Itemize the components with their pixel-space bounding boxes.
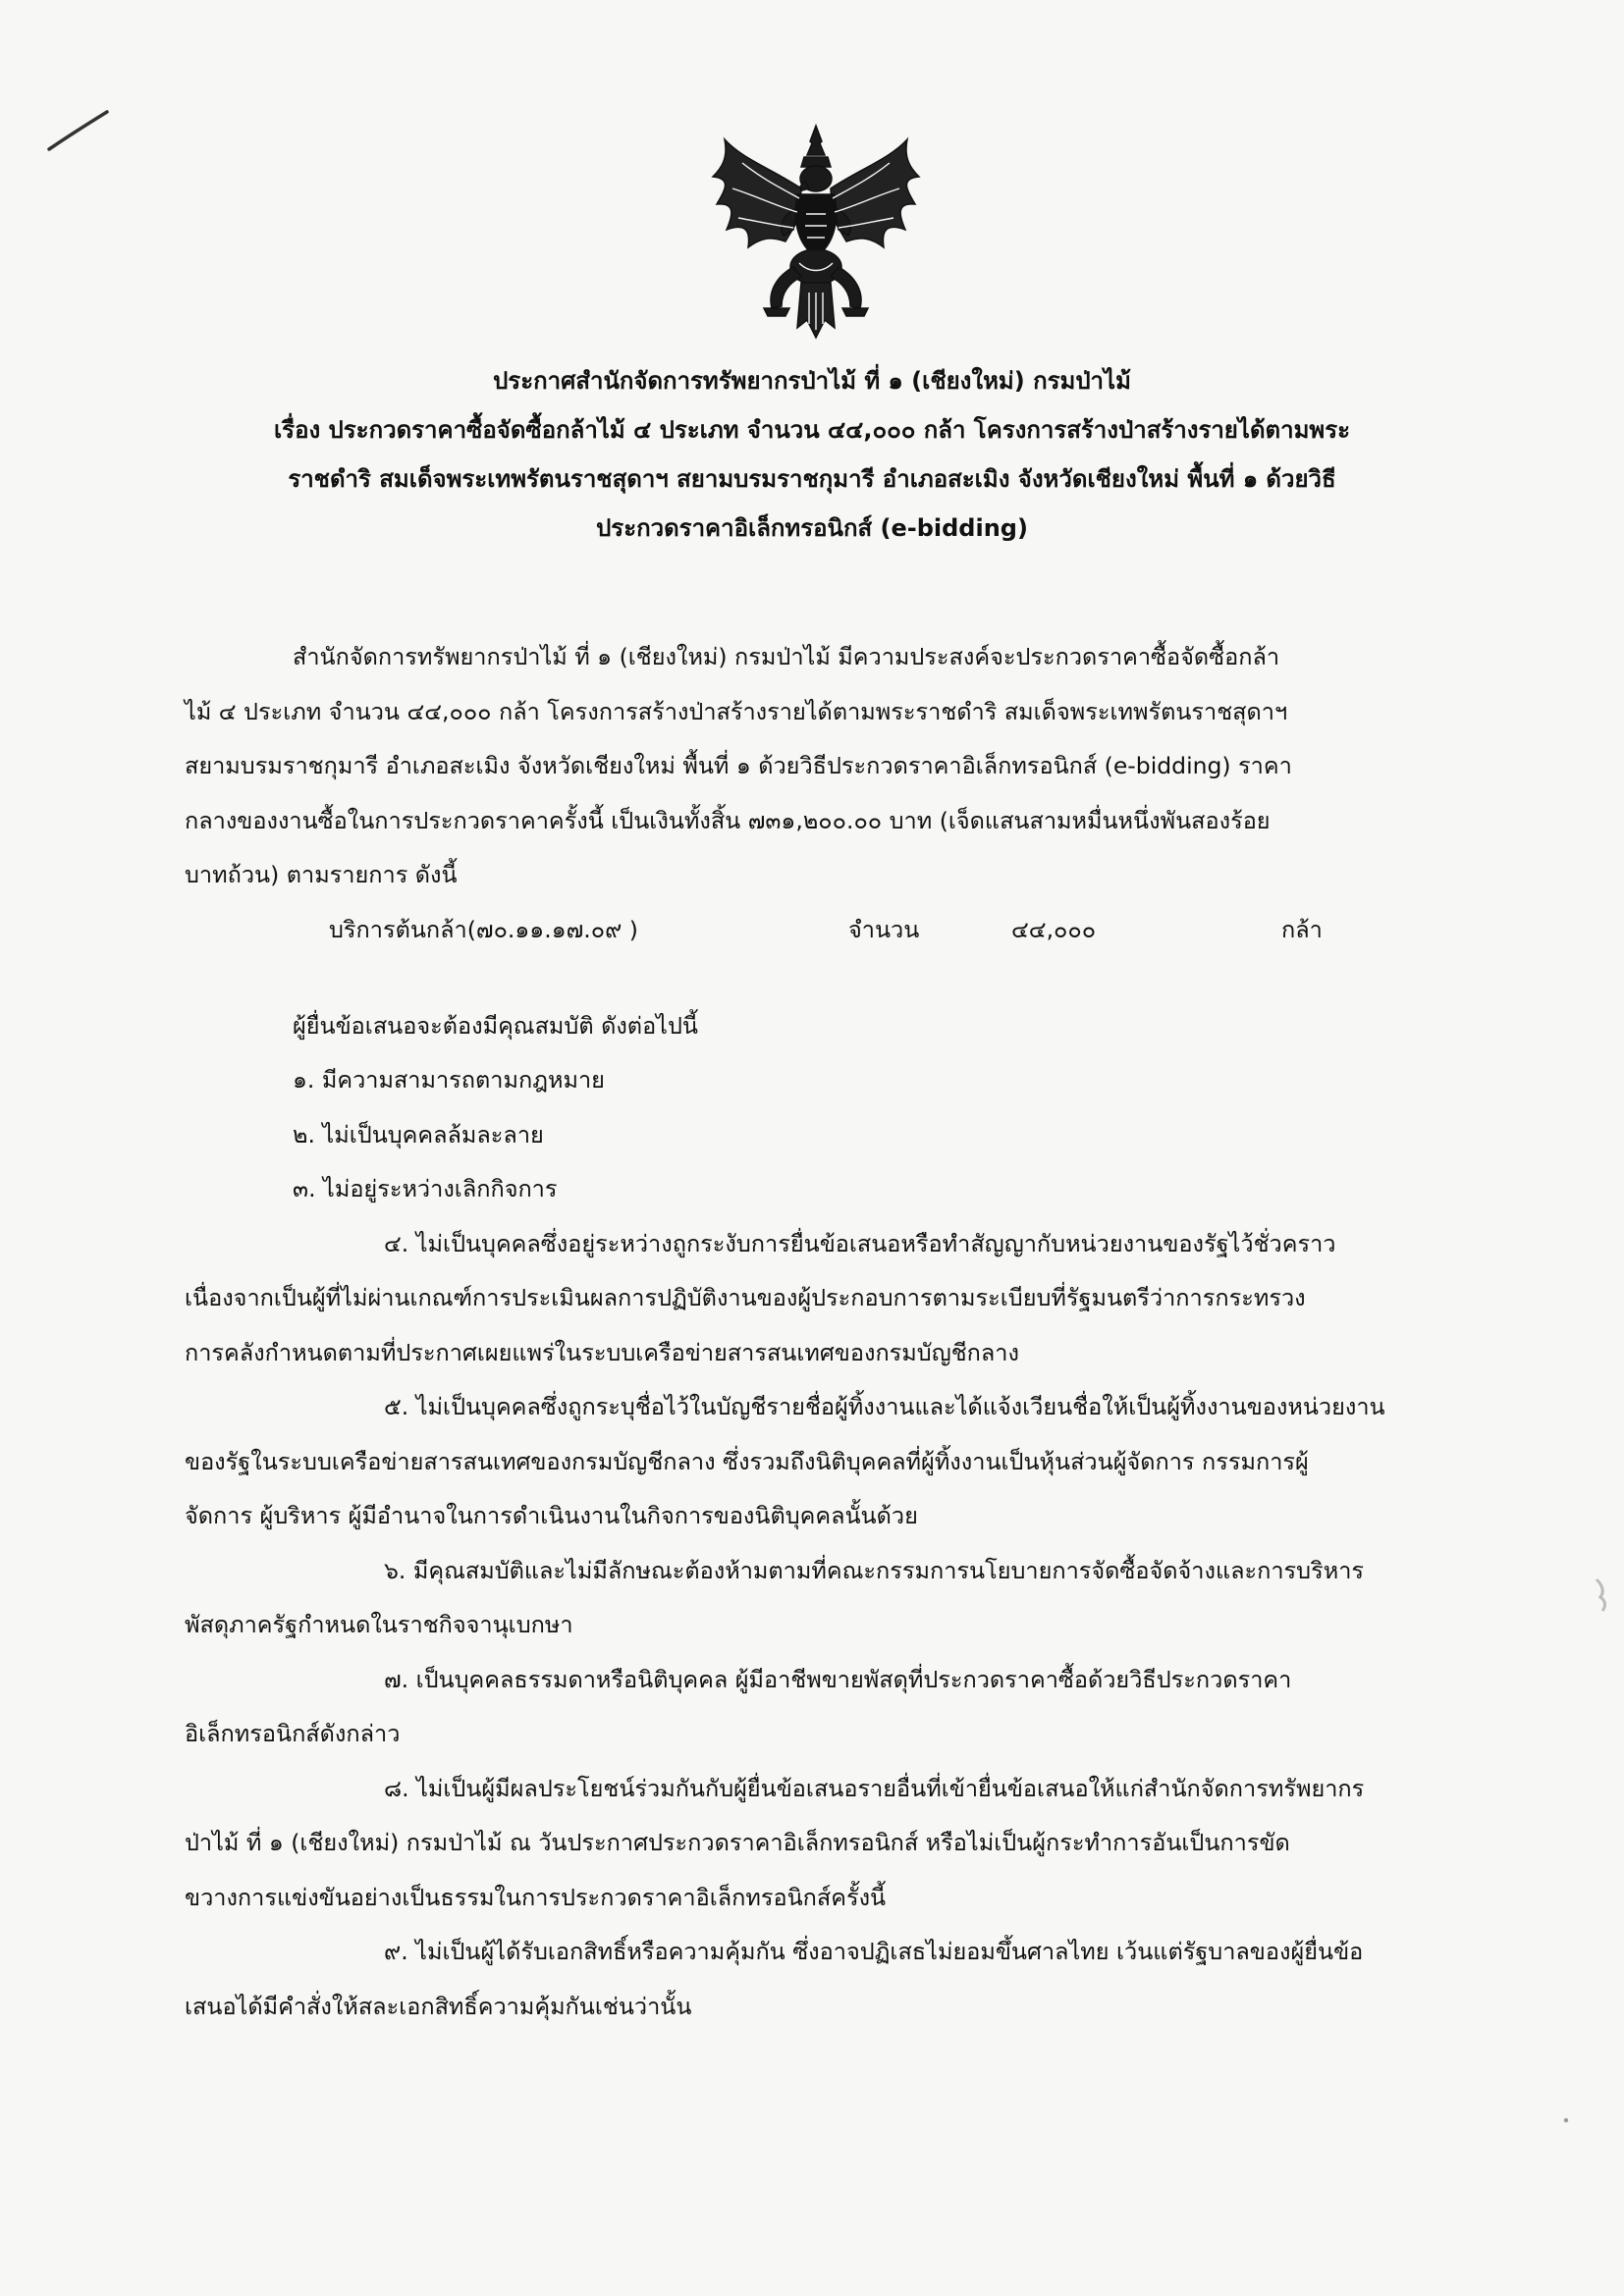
item-line: ๙. ไม่เป็นผู้ได้รับเอกสิทธิ์หรือความคุ้มกัน ซึ่งอาจปฏิเสธไม่ยอมขึ้นศาลไทย เว้นแต่รัฐบาลของผู้ยื่นข้อ bbox=[384, 1938, 1364, 1965]
qualification-item-3: ๓. ไม่อยู่ระหว่างเลิกกิจการ bbox=[293, 1175, 558, 1202]
item-line: การคลังกำหนดตามที่ประกาศเผยแพร่ในระบบเครือข่ายสารสนเทศของกรมบัญชีกลาง bbox=[185, 1338, 1019, 1366]
intro-line: บาทถ้วน) ตามรายการ ดังนี้ bbox=[185, 861, 458, 888]
item-line: ของรัฐในระบบเครือข่ายสารสนเทศของกรมบัญชีกลาง ซึ่งรวมถึงนิติบุคคลที่ผู้ทิ้งงานเป็นหุ้นส่วนผู้จัดการ กรรมการผู้ bbox=[185, 1447, 1309, 1475]
item-line: ๖. มีคุณสมบัติและไม่มีลักษณะต้องห้ามตามที่คณะกรรมการนโยบายการจัดซื้อจัดจ้างและการบริหาร bbox=[384, 1556, 1365, 1584]
title-line: เรื่อง ประกวดราคาซื้อจัดซื้อกล้าไม้ ๔ ประเภท จำนวน ๔๔,๐๐๐ กล้า โครงการสร้างป่าสร้างรายได้ตามพระ bbox=[273, 416, 1351, 444]
qualification-item-4 bbox=[185, 1217, 1471, 1381]
scan-speck bbox=[1593, 1575, 1616, 1615]
intro-paragraph bbox=[185, 630, 1471, 903]
service-qty: ๔๔,๐๐๐ bbox=[1011, 915, 1097, 943]
qualification-item-7 bbox=[185, 1653, 1471, 1762]
item-line: เสนอได้มีคำสั่งให้สละเอกสิทธิ์ความคุ้มกันเช่นว่านั้น bbox=[185, 1992, 692, 2020]
item-line: จัดการ ผู้บริหาร ผู้มีอำนาจในการดำเนินงานในกิจการของนิติบุคคลนั้นด้วย bbox=[185, 1502, 918, 1529]
item-line: ป่าไม้ ที่ ๑ (เชียงใหม่) กรมป่าไม้ ณ วันประกาศประกวดราคาอิเล็กทรอนิกส์ หรือไม่เป็นผู้กระทำการอันเป็นการขัด bbox=[185, 1829, 1290, 1856]
qualification-item-5 bbox=[185, 1380, 1471, 1544]
qualification-item-1: ๑. มีความสามารถตามกฎหมาย bbox=[293, 1066, 605, 1094]
item-line: ๘. ไม่เป็นผู้มีผลประโยชน์ร่วมกันกับผู้ยื่นข้อเสนอรายอื่นที่เข้ายื่นข้อเสนอให้แก่สำนักจัดการทรัพยากร bbox=[384, 1774, 1365, 1802]
intro-line: ไม้ ๔ ประเภท จำนวน ๔๔,๐๐๐ กล้า โครงการสร้างป่าสร้างรายได้ตามพระราชดำริ สมเด็จพระเทพรัตนราชสุดาฯ bbox=[185, 697, 1288, 725]
item-line: พัสดุภาครัฐกำหนดในราชกิจจานุเบกษา bbox=[185, 1611, 573, 1638]
service-qty-label: จำนวน bbox=[848, 915, 920, 943]
scan-dot bbox=[1561, 2115, 1571, 2125]
item-line: ขวางการแข่งขันอย่างเป็นธรรมในการประกวดราคาอิเล็กทรอนิกส์ครั้งนี้ bbox=[185, 1883, 887, 1911]
announcement-body bbox=[185, 630, 1471, 2034]
title-line: ประกาศสำนักจัดการทรัพยากรป่าไม้ ที่ ๑ (เชียงใหม่) กรมป่าไม้ bbox=[493, 367, 1131, 395]
qualification-heading: ผู้ยื่นข้อเสนอจะต้องมีคุณสมบัติ ดังต่อไปนี้ bbox=[293, 1011, 698, 1040]
qualification-item-9 bbox=[185, 1925, 1471, 2034]
qualification-item-6 bbox=[185, 1544, 1471, 1653]
announcement-title bbox=[147, 356, 1477, 553]
qualification-item-2: ๒. ไม่เป็นบุคคลล้มละลาย bbox=[293, 1120, 544, 1148]
service-item-name: บริการต้นกล้า(๗๐.๑๑.๑๗.๐๙ ) bbox=[329, 915, 638, 943]
item-line: ๗. เป็นบุคคลธรรมดาหรือนิติบุคคล ผู้มีอาชีพขายพัสดุที่ประกวดราคาซื้อด้วยวิธีประกวดราคา bbox=[384, 1665, 1292, 1693]
item-line: อิเล็กทรอนิกส์ดังกล่าว bbox=[185, 1720, 401, 1747]
intro-line: กลางของงานซื้อในการประกวดราคาครั้งนี้ เป็นเงินทั้งสิ้น ๗๓๑,๒๐๐.๐๐ บาท (เจ็ดแสนสามหมื่นหนึ่งพันสองร้อย bbox=[185, 806, 1271, 834]
title-line: ประกวดราคาอิเล็กทรอนิกส์ (e-bidding) bbox=[596, 514, 1028, 542]
service-unit: กล้า bbox=[1281, 915, 1323, 943]
intro-line: สำนักจัดการทรัพยากรป่าไม้ ที่ ๑ (เชียงใหม่) กรมป่าไม้ มีความประสงค์จะประกวดราคาซื้อจัดซื้อกล้า bbox=[293, 643, 1280, 670]
garuda-emblem-icon bbox=[703, 120, 929, 341]
intro-line: สยามบรมราชกุมารี อำเภอสะเมิง จังหวัดเชียงใหม่ พื้นที่ ๑ ด้วยวิธีประกวดราคาอิเล็กทรอนิกส์ (e-bidding) ราคา bbox=[185, 752, 1292, 779]
service-item-row bbox=[185, 903, 1471, 960]
item-line: ๔. ไม่เป็นบุคคลซึ่งอยู่ระหว่างถูกระงับการยื่นข้อเสนอหรือทำสัญญากับหน่วยงานของรัฐไว้ชั่วคราว bbox=[384, 1229, 1336, 1257]
item-line: เนื่องจากเป็นผู้ที่ไม่ผ่านเกณฑ์การประเมินผลการปฏิบัติงานของผู้ประกอบการตามระเบียบที่รัฐมนตรีว่าการกระทรวง bbox=[185, 1284, 1306, 1311]
item-line: ๕. ไม่เป็นบุคคลซึ่งถูกระบุชื่อไว้ในบัญชีรายชื่อผู้ทิ้งงานและได้แจ้งเวียนชื่อให้เป็นผู้ทิ้งงานของหน่วยงาน bbox=[384, 1393, 1385, 1420]
qualification-item-8 bbox=[185, 1762, 1471, 1926]
title-line: ราชดำริ สมเด็จพระเทพรัตนราชสุดาฯ สยามบรมราชกุมารี อำเภอสะเมิง จังหวัดเชียงใหม่ พื้นที่ ๑ ด้วยวิธี bbox=[288, 465, 1336, 493]
pen-stroke-mark bbox=[44, 108, 113, 157]
